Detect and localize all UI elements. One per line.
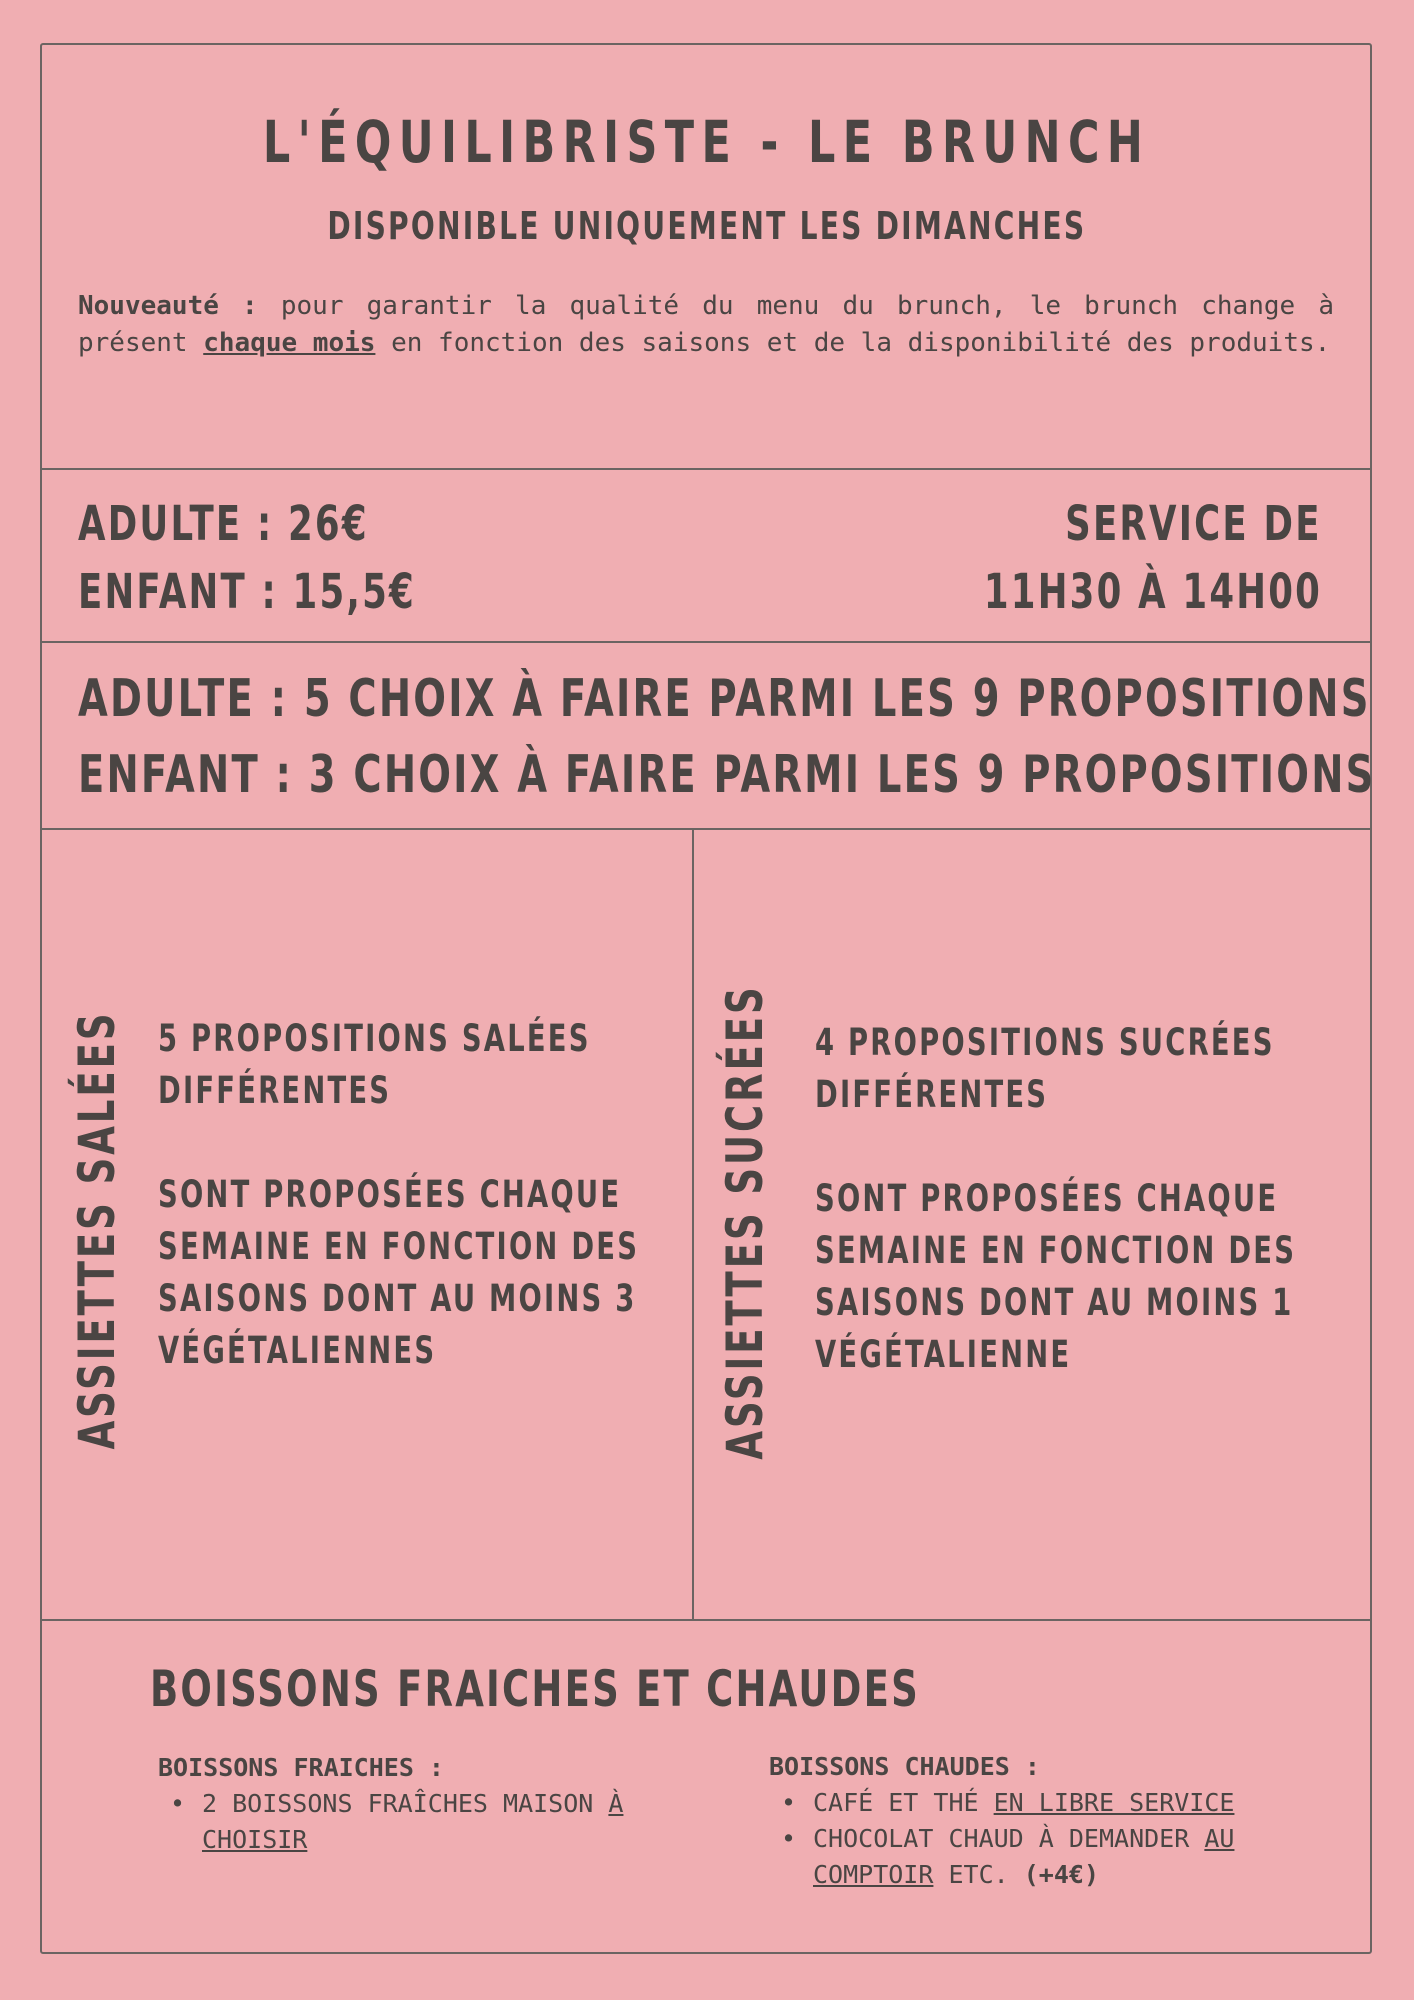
- choice-adult: ADULTE : 5 CHOIX À FAIRE PARMI LES 9 PROPOSITIONS: [78, 669, 1371, 729]
- price-child: ENFANT : 15,5€: [78, 564, 416, 620]
- savory-plates-description: 5 PROPOSITIONS SALÉES DIFFÉRENTES SONT PROPOSÉES CHAQUE SEMAINE EN FONCTION DES SAISONS DONT AU MOINS 3 VÉGÉTALIENNES: [158, 1017, 640, 1372]
- page-subtitle: DISPONIBLE UNIQUEMENT LES DIMANCHES: [327, 204, 1087, 248]
- intro-paragraph: [78, 288, 1334, 362]
- intro-emphasis: chaque mois: [203, 328, 376, 358]
- sweet-plates-label: ASSIETTES SUCRÉES: [716, 984, 774, 1460]
- hot-drinks: [769, 1749, 1239, 1893]
- price-adult: ADULTE : 26€: [78, 496, 369, 552]
- intro-label: Nouveauté :: [78, 291, 258, 321]
- divider-choices: [40, 828, 1372, 830]
- divider-plates-vertical: [692, 829, 694, 1620]
- sweet-plates-description: 4 PROPOSITIONS SUCRÉES DIFFÉRENTES SONT PROPOSÉES CHAQUE SEMAINE EN FONCTION DES SAISONS DONT AU MOINS 1 VÉGÉTALIENNE: [815, 1021, 1297, 1376]
- divider-prices: [40, 641, 1372, 643]
- divider-plates: [40, 1619, 1372, 1621]
- service-hours-label: SERVICE DE: [1065, 496, 1322, 552]
- hot-drinks-heading: BOISSONS CHAUDES :: [769, 1752, 1040, 1781]
- cold-drinks: [158, 1750, 658, 1858]
- list-item: • CHOCOLAT CHAUD À DEMANDER AU COMPTOIR ETC. (+4€): [813, 1821, 1239, 1893]
- cold-drinks-list: [158, 1786, 658, 1858]
- choice-child: ENFANT : 3 CHOIX À FAIRE PARMI LES 9 PROPOSITIONS: [78, 745, 1376, 805]
- intro-text: pour garantir la qualité du menu du brunch, le brunch change à présent: [78, 291, 1334, 358]
- savory-plates-label: ASSIETTES SALÉES: [68, 1010, 126, 1450]
- divider-header: [40, 468, 1372, 470]
- list-item: • CAFÉ ET THÉ EN LIBRE SERVICE: [813, 1785, 1239, 1821]
- drinks-title: BOISSONS FRAICHES ET CHAUDES: [150, 1660, 920, 1718]
- intro-text-end: en fonction des saisons et de la disponibilité des produits.: [375, 328, 1331, 358]
- page-title: L'ÉQUILIBRISTE - LE BRUNCH: [263, 108, 1151, 176]
- service-hours: 11H30 À 14H00: [983, 564, 1322, 620]
- hot-drinks-list: [769, 1785, 1239, 1893]
- list-item: • 2 BOISSONS FRAÎCHES MAISON À CHOISIR: [202, 1786, 658, 1858]
- cold-drinks-heading: BOISSONS FRAICHES :: [158, 1753, 444, 1782]
